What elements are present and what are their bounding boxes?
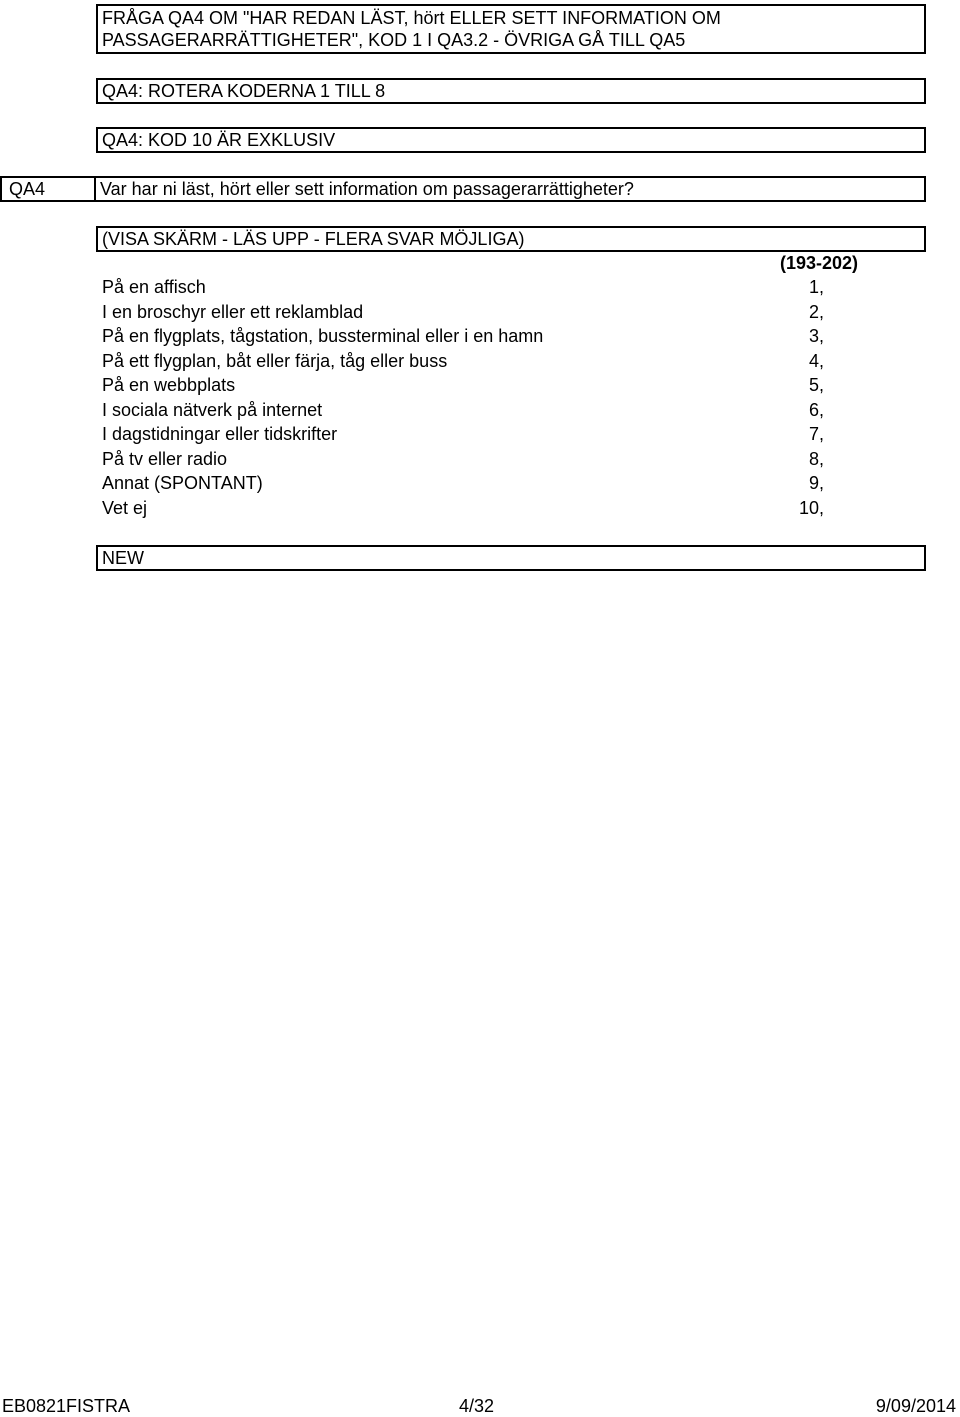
answer-option (102, 275, 824, 300)
answer-option (102, 300, 824, 325)
answer-option-code: 1, (808, 277, 824, 297)
interviewer-instruction: (VISA SKÄRM - LÄS UPP - FLERA SVAR MÖJLIGA) (102, 229, 525, 249)
answer-option-label: Annat (SPONTANT) (102, 473, 263, 493)
footer-document-id: EB0821FISTRA (2, 1396, 131, 1416)
question-status-box (96, 545, 926, 571)
answer-option-code: 7, (808, 424, 824, 444)
answer-option-label: På tv eller radio (102, 448, 228, 469)
footer-page-number: 4/32 (459, 1396, 495, 1416)
rotate-instruction-box (96, 78, 926, 104)
answer-option (102, 398, 824, 423)
answer-option-label: I sociala nätverk på internet (102, 399, 323, 420)
routing-instruction-line2: PASSAGERARRÄTTIGHETER", KOD 1 I QA3.2 - ÖVRIGA GÅ TILL QA5 (102, 30, 686, 50)
answer-option-code: 2, (808, 301, 824, 322)
answer-option-code: 9, (808, 473, 824, 493)
routing-instruction-box (96, 4, 926, 54)
answer-option (102, 447, 824, 472)
answer-option-label: På ett flygplan, båt eller färja, tåg eller buss (102, 350, 448, 371)
question-id: QA4 (0, 176, 96, 202)
code-range-label: (193-202) (779, 253, 858, 273)
answer-option (102, 496, 824, 521)
answer-option-code: 8, (808, 448, 824, 469)
answer-option (102, 422, 824, 447)
answer-option-code: 3, (808, 326, 824, 346)
answer-option-label: Vet ej (102, 497, 148, 518)
answer-option-code: 4, (808, 350, 824, 371)
answer-option-label: På en affisch (102, 277, 206, 297)
answer-option-code: 5, (808, 375, 824, 395)
exclusive-instruction: QA4: KOD 10 ÄR EXKLUSIV (102, 130, 336, 150)
answer-option (102, 349, 824, 374)
exclusive-instruction-box (96, 127, 926, 153)
answer-option-label: I en broschyr eller ett reklamblad (102, 301, 364, 322)
answer-option-code: 6, (808, 399, 824, 420)
footer-date: 9/09/2014 (875, 1396, 956, 1416)
interviewer-instruction-box (96, 226, 926, 252)
answer-option (102, 373, 824, 398)
answer-option (102, 471, 824, 496)
routing-instruction-line1: FRÅGA QA4 OM "HAR REDAN LÄST, hört ELLER SETT INFORMATION OM (102, 8, 721, 28)
question-text: Var har ni läst, hört eller sett information om passagerarrättigheter? (100, 179, 634, 199)
question-status: NEW (102, 548, 144, 568)
answer-option-label: I dagstidningar eller tidskrifter (102, 424, 338, 444)
answer-options-list (102, 275, 824, 520)
answer-option-label: På en flygplats, tågstation, bussterminal eller i en hamn (102, 326, 544, 346)
answer-option-label: På en webbplats (102, 375, 236, 395)
answer-option (102, 324, 824, 349)
question-text-box (96, 176, 926, 202)
answer-option-code: 10, (798, 497, 824, 518)
rotate-instruction: QA4: ROTERA KODERNA 1 TILL 8 (102, 81, 386, 101)
